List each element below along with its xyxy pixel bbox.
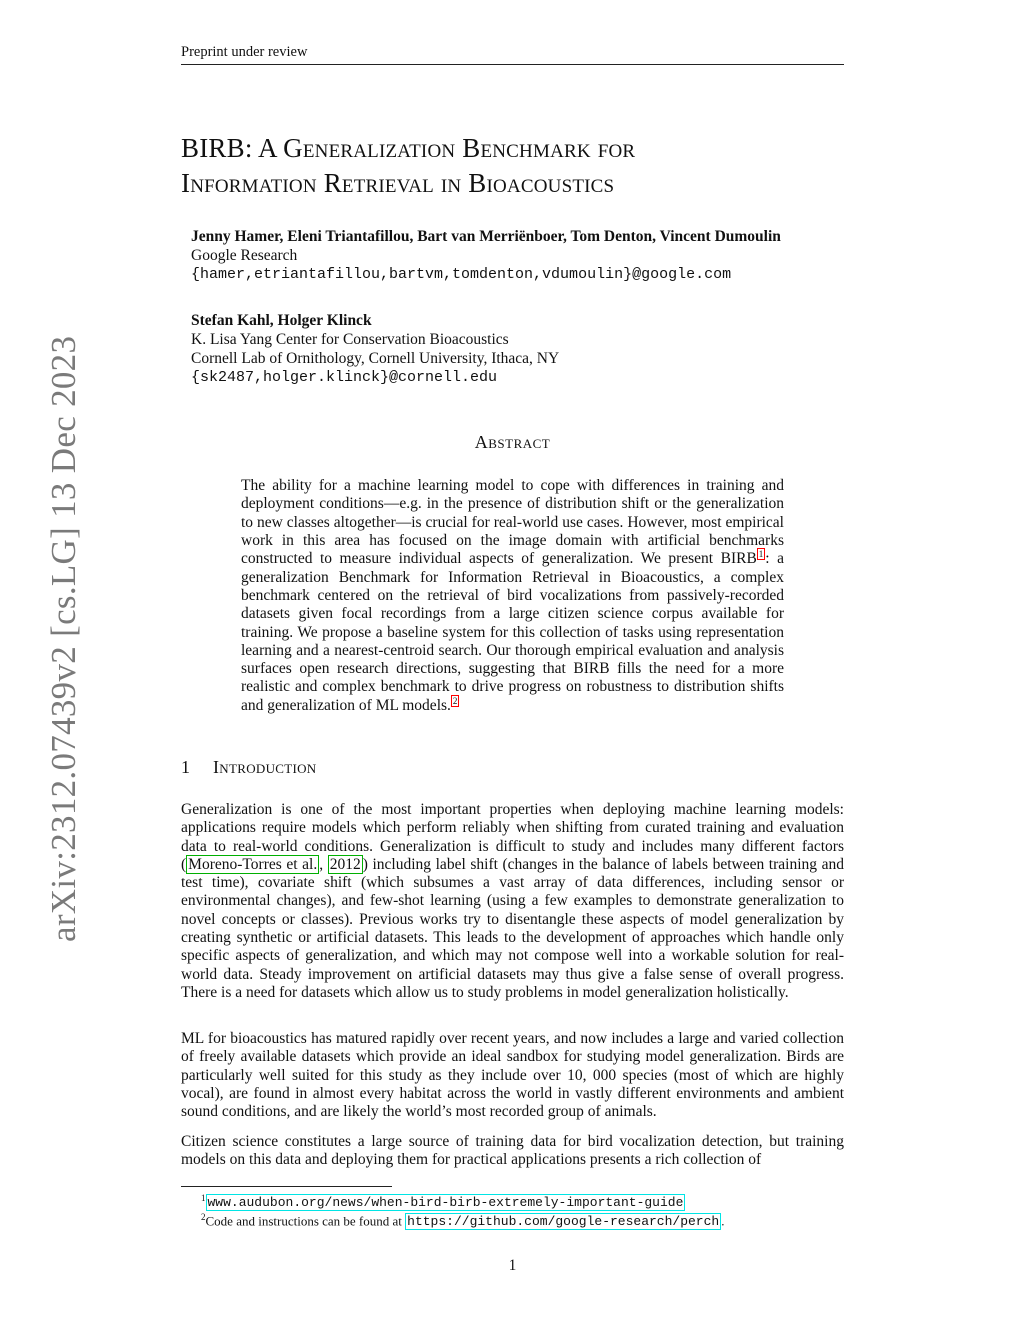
affiliation: K. Lisa Yang Center for Conservation Bioacoustics bbox=[191, 331, 509, 348]
footnote-1-url[interactable]: www.audubon.org/news/when-bird-birb-extremely-important-guide bbox=[207, 1195, 684, 1211]
citation-year-link[interactable]: 2012 bbox=[329, 855, 361, 873]
page-number: 1 bbox=[508, 1257, 517, 1274]
section-title: Introduction bbox=[213, 757, 317, 777]
running-header: Preprint under review bbox=[181, 44, 308, 60]
citation-separator: , bbox=[319, 855, 328, 873]
abstract-part-1: The ability for a machine learning model to cope with differences in training and deployment conditions—e.g. in the presence of distribution shift or the generalization to new classes altogether—is crucial for real-world use cases. However, most empirical work in this area has focused on the image domain with artificial benchmarks constructed to measure individual aspects of generalization. We present BIRB bbox=[241, 477, 784, 568]
abstract-heading: Abstract bbox=[474, 432, 551, 452]
footnote-2-text: Code and instructions can be found at bbox=[205, 1213, 406, 1229]
author-emails: {sk2487,holger.klinck}@cornell.edu bbox=[191, 369, 498, 386]
footnote-link-1[interactable]: 1 bbox=[758, 549, 764, 560]
author-block-google bbox=[191, 227, 841, 284]
footnote-mark: 1 bbox=[201, 1193, 206, 1203]
paper-title bbox=[181, 131, 844, 201]
title-line-2: Information Retrieval in Bioacoustics bbox=[181, 168, 615, 198]
footnote-mark: 2 bbox=[201, 1212, 206, 1222]
intro-paragraph-3: Citizen science constitutes a large source of training data for bird vocalization detection, but training models on this data and deploying them for practical applications presents a rich collection of bbox=[181, 1133, 844, 1169]
abstract-text bbox=[241, 477, 784, 715]
footnote-link-2[interactable]: 2 bbox=[452, 695, 458, 706]
arxiv-stamp: arXiv:2312.07439v2 [cs.LG] 13 Dec 2023 bbox=[44, 335, 83, 942]
header-rule bbox=[181, 64, 844, 65]
intro-paragraph-2: ML for bioacoustics has matured rapidly over recent years, and now includes a large and varied collection of freely available datasets which provide an ideal sandbox for studying model generalization. Birds are particularly well suited for this study as they include over 10, 000 species (most of which are highly vocal), are found in almost every habitat across the world in vastly different environments and ambient sound conditions, and are likely the world’s most recorded group of animals. bbox=[181, 1030, 844, 1121]
section-heading-introduction bbox=[181, 757, 316, 778]
affiliation: Google Research bbox=[191, 247, 298, 264]
affiliation: Cornell Lab of Ornithology, Cornell University, Ithaca, NY bbox=[191, 350, 560, 367]
section-number: 1 bbox=[181, 757, 191, 777]
author-block-cornell bbox=[191, 311, 841, 387]
abstract-part-2: : a generalization Benchmark for Information Retrieval in Bioacoustics, a complex benchmark centered on the retrieval of bird vocalizations from passively-recorded datasets given focal recordings from a large citizen science corpus available for training. We propose a baseline system for this collection of tasks using representation learning and a nearest-centroid search. Our thorough empirical evaluation and analysis surfaces open research directions, suggesting that BIRB fills the need for a more realistic and complex benchmark to drive progress on robustness to distribution shifts and generalization of ML models. bbox=[241, 550, 784, 714]
footnote-rule bbox=[181, 1186, 392, 1187]
footnote-2 bbox=[201, 1208, 724, 1231]
title-line-1: BIRB: A Generalization Benchmark for bbox=[181, 133, 636, 163]
intro-paragraph-1 bbox=[181, 801, 844, 1002]
footnote-2-url[interactable]: https://github.com/google-research/perch bbox=[407, 1214, 720, 1230]
author-names: Stefan Kahl, Holger Klinck bbox=[191, 312, 372, 329]
footnote-2-period: . bbox=[721, 1213, 725, 1229]
author-names: Jenny Hamer, Eleni Triantafillou, Bart van Merriënboer, Tom Denton, Vincent Dumoulin bbox=[191, 228, 781, 245]
paragraph-text: ) including label shift (changes in the balance of labels between training and test time), covariate shift (which subsumes a vast array of data differences, including sensor or environmental changes), and few-shot learning (using a few examples to demonstrate generalization to novel concepts or classes). Previous works try to disentangle these aspects of model generalization by creating synthetic or artificial datasets. This leads to the development of approaches which handle only specific aspects of generalization, and which may not compose well into a workable solution for real-world data. Steady improvement on artificial datasets may thus give a false sense of overall progress. There is a need for datasets which allow us to study problems in model generalization holistically. bbox=[181, 855, 845, 1001]
citation-author-link[interactable]: Moreno-Torres et al. bbox=[188, 855, 318, 873]
paragraph-text: Generalization is one of the most important properties when deploying machine learning models: applications require models which perform reliably when shifting from curated training and evaluation data to real-world conditions. Generalization is difficult to study and includes many different factors ( bbox=[181, 801, 844, 873]
author-emails: {hamer,etriantafillou,bartvm,tomdenton,vdumoulin}@google.com bbox=[191, 266, 732, 283]
